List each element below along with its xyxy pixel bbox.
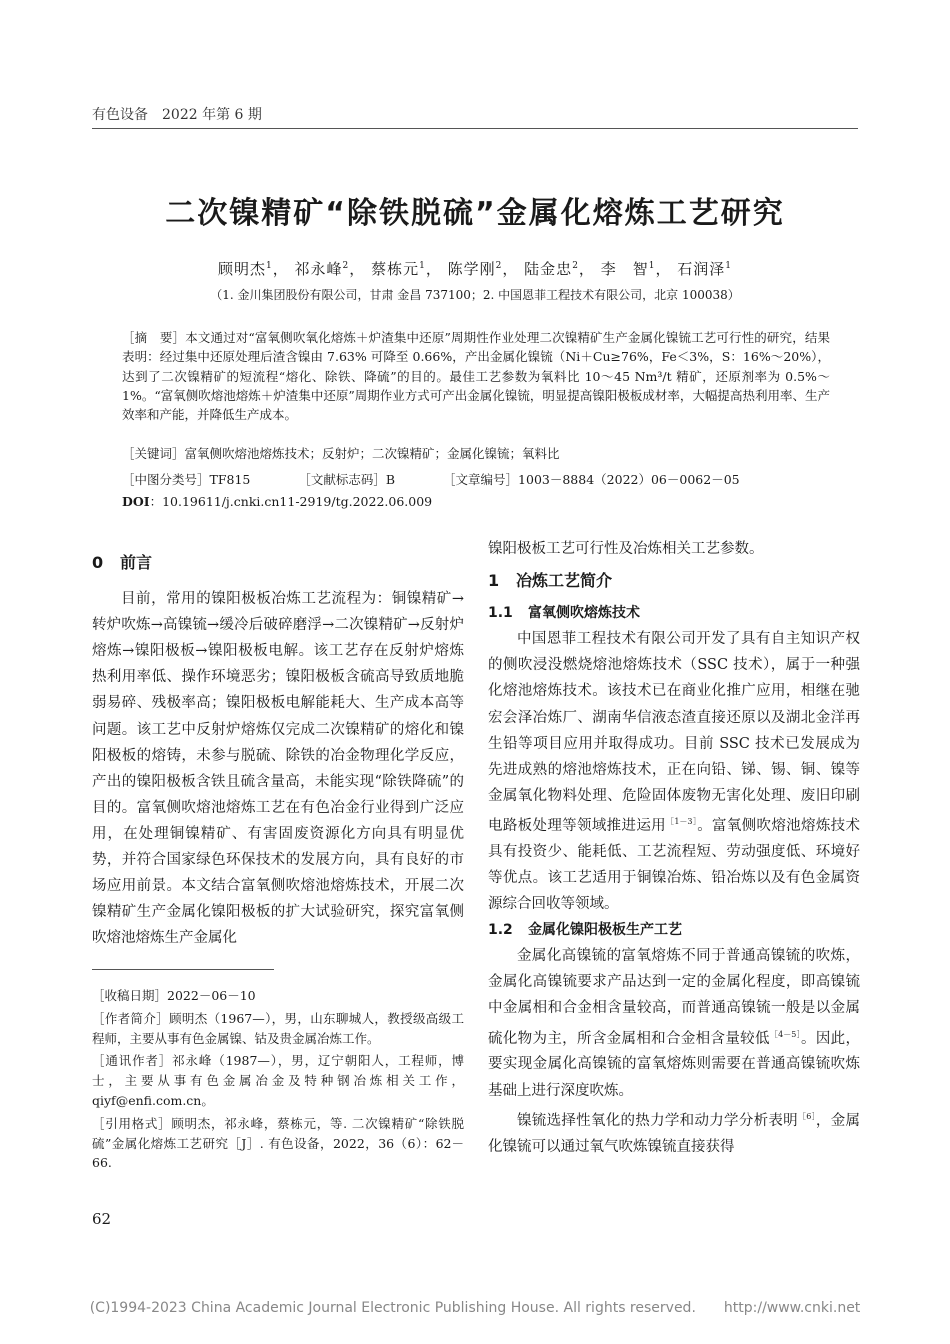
paragraph	[488, 626, 860, 917]
citation-ref: ［6］	[797, 1111, 816, 1121]
doi-label: DOI	[122, 494, 150, 509]
paragraph-text: 中国恩菲工程技术有限公司开发了具有自主知识产权的侧吹浸没燃烧熔池熔炼技术（SSC 技术），属于一种强化熔池熔炼技术。该技术已在商业化推广应用，相继在驰宏会泽冶炼厂、湖南华信液态渣直接还原以及湖北金洋再生铅等项目应用并取得成功。目前 SSC 技术已发展成为先进成熟的熔池熔炼技术，正在向铅、锑、锡、铜、镍等金属氧化物料处理、危险固体废物无害化处理、废旧印刷电路板处理等领域推进运用	[488, 631, 860, 834]
paragraph	[488, 1104, 860, 1160]
footnote-label: ［收稿日期］	[92, 988, 168, 1003]
author-sep: ，	[272, 260, 289, 278]
doi-value: ：10.19611/j.cnki.cn11-2919/tg.2022.06.009	[149, 494, 433, 509]
footnote-text: 祁永峰（1987—），男，辽宁朝阳人，工程师，博士，主要从事有色金属冶金及特种钢冶炼相关工作，qiyf@enfi.com.cn。	[92, 1053, 464, 1108]
subsection-title: 富氧侧吹熔炼技术	[528, 605, 640, 622]
paragraph-text: 镍锍选择性氧化的热力学和动力学分析表明	[517, 1112, 798, 1129]
footnotes	[92, 986, 464, 1176]
subsection-heading	[488, 600, 860, 626]
continued-text: 镍阳极板工艺可行性及冶炼相关工艺参数。	[488, 541, 764, 557]
section-number: 1	[488, 571, 500, 591]
footnote-text: 2022－06－10	[167, 988, 256, 1003]
author-sep: ，	[578, 260, 595, 278]
article-no-label: ［文章编号］	[443, 472, 519, 487]
clc-value: TF815	[209, 472, 251, 487]
doi	[122, 492, 432, 510]
right-column	[488, 536, 860, 1160]
footnote-label: ［通讯作者］	[92, 1053, 173, 1069]
author: 李 智	[600, 260, 649, 278]
copyright-notice: (C)1994-2023 China Academic Journal Electronic Publishing House. All rights reserved. http://www.cnki.net	[89, 1300, 861, 1316]
paragraph-text: 金属化高镍锍的富氧熔炼不同于普通高镍锍的吹炼，金属化高镍锍要求产品达到一定的金属化程度，即高镍锍中金属相和合金相含量较高，而普通高镍锍一般是以金属硫化物为主，所含金属相和合金相含量较低	[488, 948, 860, 1047]
author: 顾明杰	[217, 260, 266, 278]
footnote-received	[92, 986, 464, 1006]
doc-code-label: ［文献标志码］	[298, 472, 386, 487]
author-affil: 1	[266, 261, 273, 271]
author: 石润泽	[677, 260, 726, 278]
paragraph	[488, 943, 860, 1103]
subsection-number: 1.1	[488, 605, 513, 622]
article-no-value: 1003－8884（2022）06－0062－05	[518, 472, 740, 487]
footnote-rule	[92, 969, 274, 970]
section-number: 0	[92, 553, 104, 572]
footnote-label: ［作者简介］	[92, 1010, 170, 1026]
author: 陆金忠	[524, 260, 573, 278]
footnote-text: 顾明杰（1967—），男，山东聊城人，教授级高级工程师，主要从事有色金属镍、钴及贵金属冶炼工作。	[92, 1010, 464, 1046]
author-affil: 1	[725, 261, 733, 271]
footnote-label: ［引用格式］	[92, 1115, 172, 1131]
author-sep: ，	[349, 260, 366, 278]
section-title: 前言	[120, 553, 153, 572]
citation-ref: ［4－5］	[769, 1029, 802, 1039]
footnote-corresponding	[92, 1051, 464, 1110]
abstract	[122, 328, 830, 424]
author-affil: 1	[648, 261, 656, 271]
subsection-title: 金属化镍阳极板生产工艺	[528, 922, 682, 939]
keywords-label: ［关键词］	[122, 446, 185, 461]
footnote-text: 顾明杰，祁永峰，蔡栋元，等. 二次镍精矿“除铁脱硫”金属化熔炼工艺研究［J］. 有色设备，2022，36（6）：62－66.	[92, 1115, 464, 1171]
author-affil: 1	[419, 261, 426, 271]
intro-paragraph: 目前，常用的镍阳极板冶炼工艺流程为：铜镍精矿→转炉吹炼→高镍锍→缓冷后破碎磨浮→二次镍精矿→反射炉熔炼→镍阳极板→镍阳极板电解。该工艺存在反射炉熔炼热利用率低、操作环境恶劣；镍阳极板含硫高导致质地脆弱易碎、残极率高；镍阳极板电解能耗大、生产成本高等问题。该工艺中反射炉熔炼仅完成二次镍精矿的熔化和镍阳极板的熔铸，未参与脱硫、除铁的冶金物理化学反应，产出的镍阳极板含铁且硫含量高，未能实现“除铁降硫”的目的。富氧侧吹熔池熔炼工艺在有色冶金行业得到广泛应用，在处理铜镍精矿、有害固废资源化方向具有明显优势，并符合国家绿色环保技术的发展方向，具有良好的市场应用前景。本文结合富氧侧吹熔池熔炼技术，开展二次镍精矿生产金属化镍阳极板的扩大试验研究，探究富氧侧吹熔池熔炼生产金属化	[92, 591, 464, 947]
footnote-author	[92, 1009, 464, 1049]
author-affil: 2	[495, 261, 503, 271]
subsection-heading	[488, 917, 860, 943]
subsection-number: 1.2	[488, 922, 513, 939]
abstract-text: 本文通过对“富氧侧吹氧化熔炼＋炉渣集中还原”周期性作业处理二次镍精矿生产金属化镍锍工艺可行性的研究，结果表明：经过集中还原处理后渣含镍由 7.63% 可降至 0.66%，产出金属化镍锍（Ni＋Cu≥76%，Fe＜3%，S：16%～20%），达到了二次镍精矿的短流程“熔化、除铁、降硫”的目的。最佳工艺参数为氧料比 10～45 Nm³/t 精矿，还原剂率为 0.5%～1%。“富氧侧吹熔池熔炼＋炉渣集中还原”周期作业方式可产出金属化镍锍，明显提高镍阳极板成材率，大幅提高热利用率、生产效率和产能，并降低生产成本。	[122, 330, 830, 423]
author: 蔡栋元	[371, 260, 420, 278]
section-heading	[488, 568, 860, 594]
author-sep: ，	[425, 260, 442, 278]
page-number: 62	[92, 1210, 112, 1228]
author-affil: 2	[342, 261, 350, 271]
author-affil: 2	[572, 261, 579, 271]
section-heading	[92, 550, 464, 576]
author-list	[92, 258, 858, 279]
classification-line	[122, 470, 740, 488]
keywords-text: 富氧侧吹熔池熔炼技术；反射炉；二次镍精矿；金属化镍锍；氧料比	[184, 446, 560, 461]
paper-title: 二次镍精矿“除铁脱硫”金属化熔炼工艺研究	[165, 196, 785, 231]
footnote-citation	[92, 1114, 464, 1173]
author: 祁永峰	[294, 260, 343, 278]
author-sep: ，	[655, 260, 672, 278]
affiliations: （1. 金川集团股份有限公司，甘肃 金昌 737100；2. 中国恩菲工程技术有限公司，北京 100038）	[210, 288, 740, 302]
author-sep: ，	[502, 260, 519, 278]
header-rule	[92, 128, 858, 129]
left-column	[92, 550, 464, 951]
citation-ref: ［1－3］	[666, 816, 698, 826]
author: 陈学刚	[447, 260, 496, 278]
doc-code-value: B	[385, 472, 396, 487]
paragraph-text: 。因此，要实现金属化高镍锍的富氧熔炼则需要在普通高镍锍吹炼基础上进行深度吹炼。	[488, 1030, 861, 1099]
paragraph-text: ，金属化镍锍可以通过氧气吹炼镍锍直接获得	[488, 1112, 860, 1155]
clc-label: ［中图分类号］	[122, 472, 210, 487]
journal-header: 有色设备 2022 年第 6 期	[92, 107, 262, 123]
section-title: 冶炼工艺简介	[516, 571, 613, 591]
abstract-label: ［摘 要］	[122, 330, 186, 345]
keywords	[122, 444, 560, 462]
paragraph-text: 。富氧侧吹熔池熔炼技术具有投资少、能耗低、工艺流程短、劳动强度低、环境好等优点。该工艺适用于铜镍冶炼、铅冶炼以及有色金属资源综合回收等领域。	[488, 817, 861, 913]
